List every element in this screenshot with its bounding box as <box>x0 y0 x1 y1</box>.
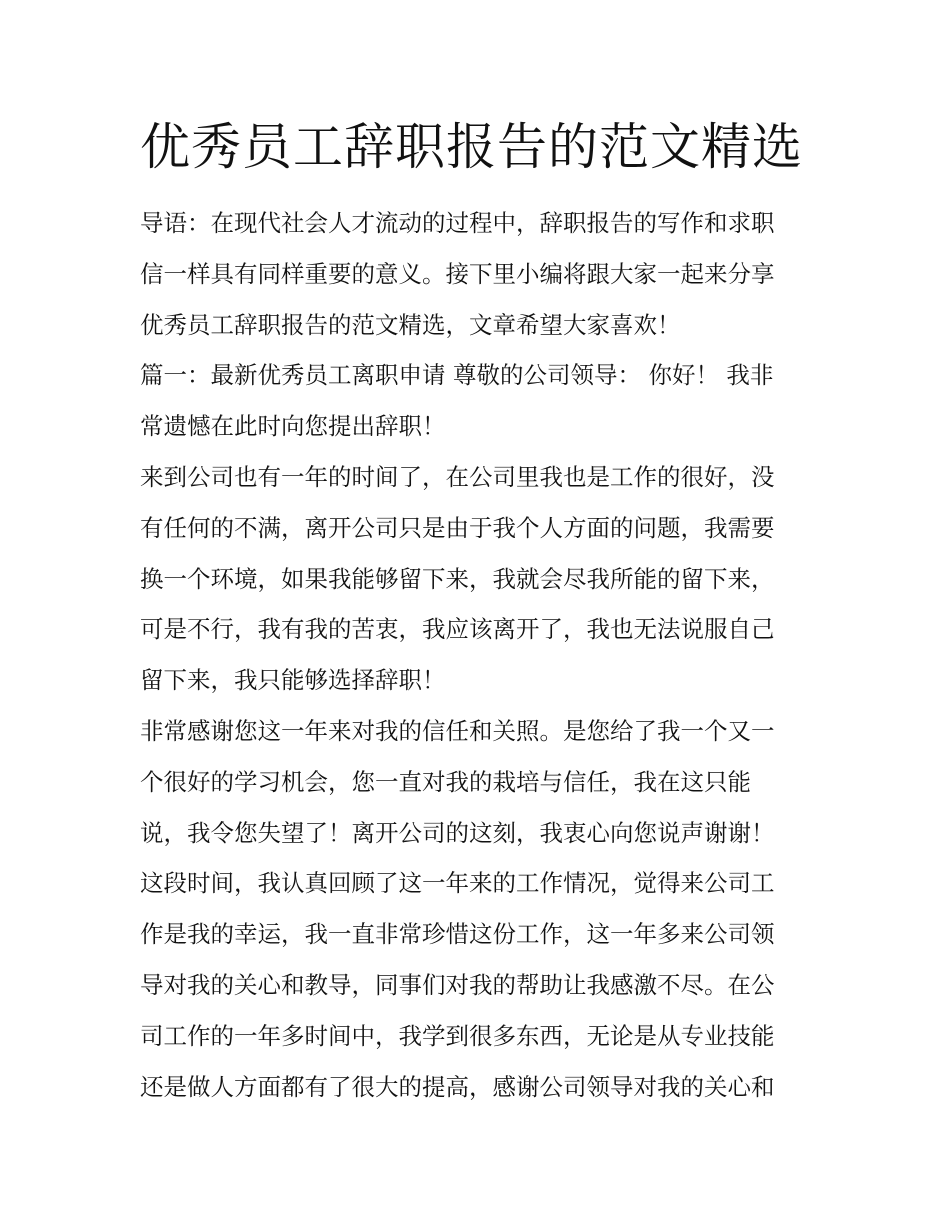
text-line: 司工作的一年多时间中，我学到很多东西，无论是从专业技能 <box>140 1021 775 1050</box>
text-line: 这段时间，我认真回顾了这一年来的工作情况，觉得来公司工 <box>140 869 775 898</box>
text-line: 非常感谢您这一年来对我的信任和关照。是您给了我一个又一 <box>140 716 775 745</box>
text-line: 导对我的关心和教导，同事们对我的帮助让我感激不尽。在公 <box>140 970 775 999</box>
text-line: 常遗憾在此时向您提出辞职！ <box>140 412 446 441</box>
text-line: 优秀员工辞职报告的范文精选，文章希望大家喜欢！ <box>140 310 681 339</box>
text-line: 信一样具有同样重要的意义。接下里小编将跟大家一起来分享 <box>140 259 775 288</box>
text-line: 导语：在现代社会人才流动的过程中，辞职报告的写作和求职 <box>140 209 775 237</box>
text-line: 留下来，我只能够选择辞职！ <box>140 666 446 695</box>
text-line: 还是做人方面都有了很大的提高，感谢公司领导对我的关心和 <box>140 1072 775 1101</box>
text-line: 篇一：最新优秀员工离职申请 尊敬的公司领导： 你好！ 我非 <box>140 361 774 390</box>
text-line: 个很好的学习机会，您一直对我的栽培与信任，我在这只能 <box>140 767 751 796</box>
text-line: 换一个环境，如果我能够留下来，我就会尽我所能的留下来， <box>140 564 775 593</box>
text-line: 作是我的幸运，我一直非常珍惜这份工作，这一年多来公司领 <box>140 920 775 949</box>
text-line: 来到公司也有一年的时间了，在公司里我也是工作的很好，没 <box>140 462 775 491</box>
document-body <box>140 198 815 1112</box>
text-line: 有任何的不满，离开公司只是由于我个人方面的问题，我需要 <box>140 513 775 542</box>
text-line: 可是不行，我有我的苦衷，我应该离开了，我也无法说服自己 <box>140 615 775 644</box>
document-title: 优秀员工辞职报告的范文精选 <box>140 118 803 176</box>
text-line: 说，我令您失望了！离开公司的这刻，我衷心向您说声谢谢！ <box>140 818 775 847</box>
